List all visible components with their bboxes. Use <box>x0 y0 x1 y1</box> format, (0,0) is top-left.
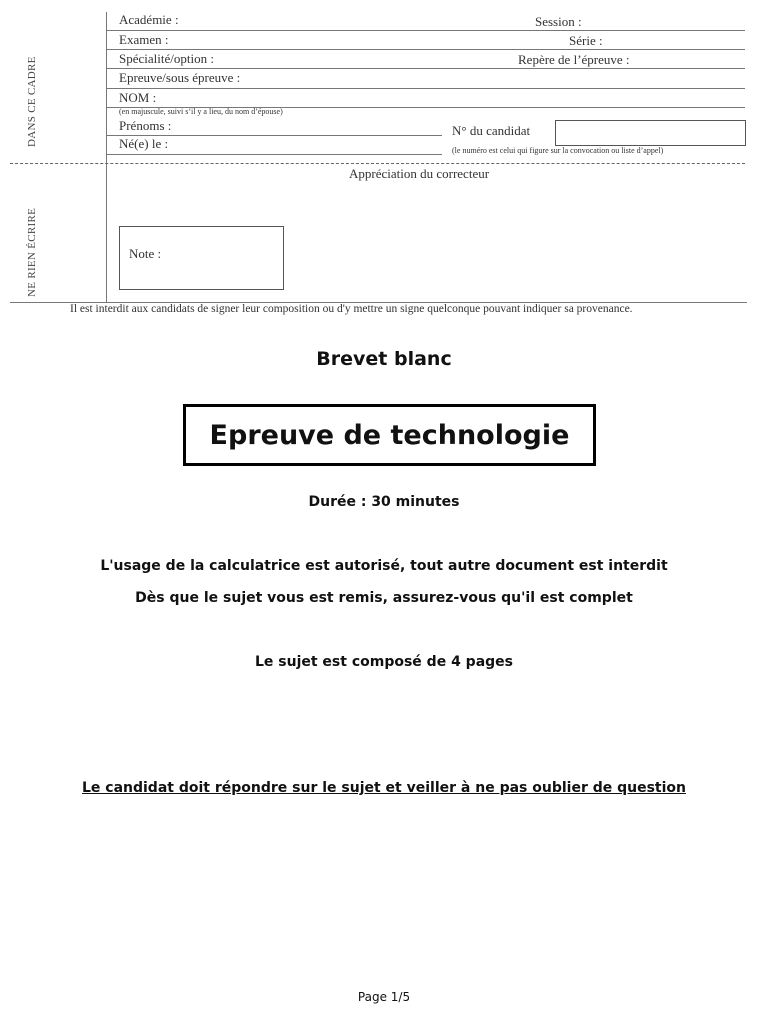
label-repere-epreuve: Repère de l’épreuve : <box>518 52 630 67</box>
instruction-check-complete: Dès que le sujet vous est remis, assurez-vous qu'il est complet <box>135 590 633 606</box>
hint-candidat-number: (le numéro est celui qui figure sur la convocation ou liste d’appel) <box>452 146 664 155</box>
label-note: Note : <box>129 246 162 261</box>
signature-warning: Il est interdit aux candidats de signer leur composition ou d'y mettre un signe quelconque pouvant indiquer sa provenance. <box>70 303 633 315</box>
side-label-dans-ce-cadre: DANS CE CADRE <box>26 56 38 147</box>
label-nom: NOM : <box>119 90 157 105</box>
exam-header-form <box>0 0 768 322</box>
pages-count-note: Le sujet est composé de 4 pages <box>254 654 513 670</box>
form-rule <box>107 154 442 155</box>
page-number: Page 1/5 <box>357 990 411 1004</box>
title-box <box>183 404 596 466</box>
final-instruction-text: Le candidat doit répondre sur le sujet et veiller à ne pas oublier de question <box>81 780 687 796</box>
form-rule <box>107 30 745 31</box>
instruction-calculator: L'usage de la calculatrice est autorisé, tout autre document est interdit <box>100 558 668 574</box>
hint-nom: (en majuscule, suivi s’il y a lieu, du nom d’épouse) <box>119 107 283 116</box>
exam-title: Epreuve de technologie <box>209 419 570 451</box>
final-instruction <box>0 780 768 796</box>
document-type: Brevet blanc <box>316 348 452 370</box>
exam-duration: Durée : 30 minutes <box>308 494 460 510</box>
label-candidat-number: N° du candidat <box>452 123 531 138</box>
form-rule <box>107 49 745 50</box>
cut-line <box>10 163 745 164</box>
label-examen: Examen : <box>119 32 169 47</box>
label-epreuve: Epreuve/sous épreuve : <box>119 70 241 85</box>
label-ne-le: Né(e) le : <box>119 136 169 151</box>
label-prenoms: Prénoms : <box>119 118 172 133</box>
label-serie: Série : <box>569 33 603 48</box>
label-session: Session : <box>535 14 582 29</box>
label-specialite: Spécialité/option : <box>119 51 214 66</box>
form-rule <box>107 88 745 89</box>
candidate-number-box <box>555 120 746 146</box>
side-label-ne-rien-ecrire: NE RIEN ÉCRIRE <box>26 207 38 297</box>
label-appreciation-correcteur: Appréciation du correcteur <box>349 166 490 181</box>
form-rule <box>107 68 745 69</box>
label-academie: Académie : <box>119 12 179 27</box>
form-left-border <box>106 12 107 302</box>
